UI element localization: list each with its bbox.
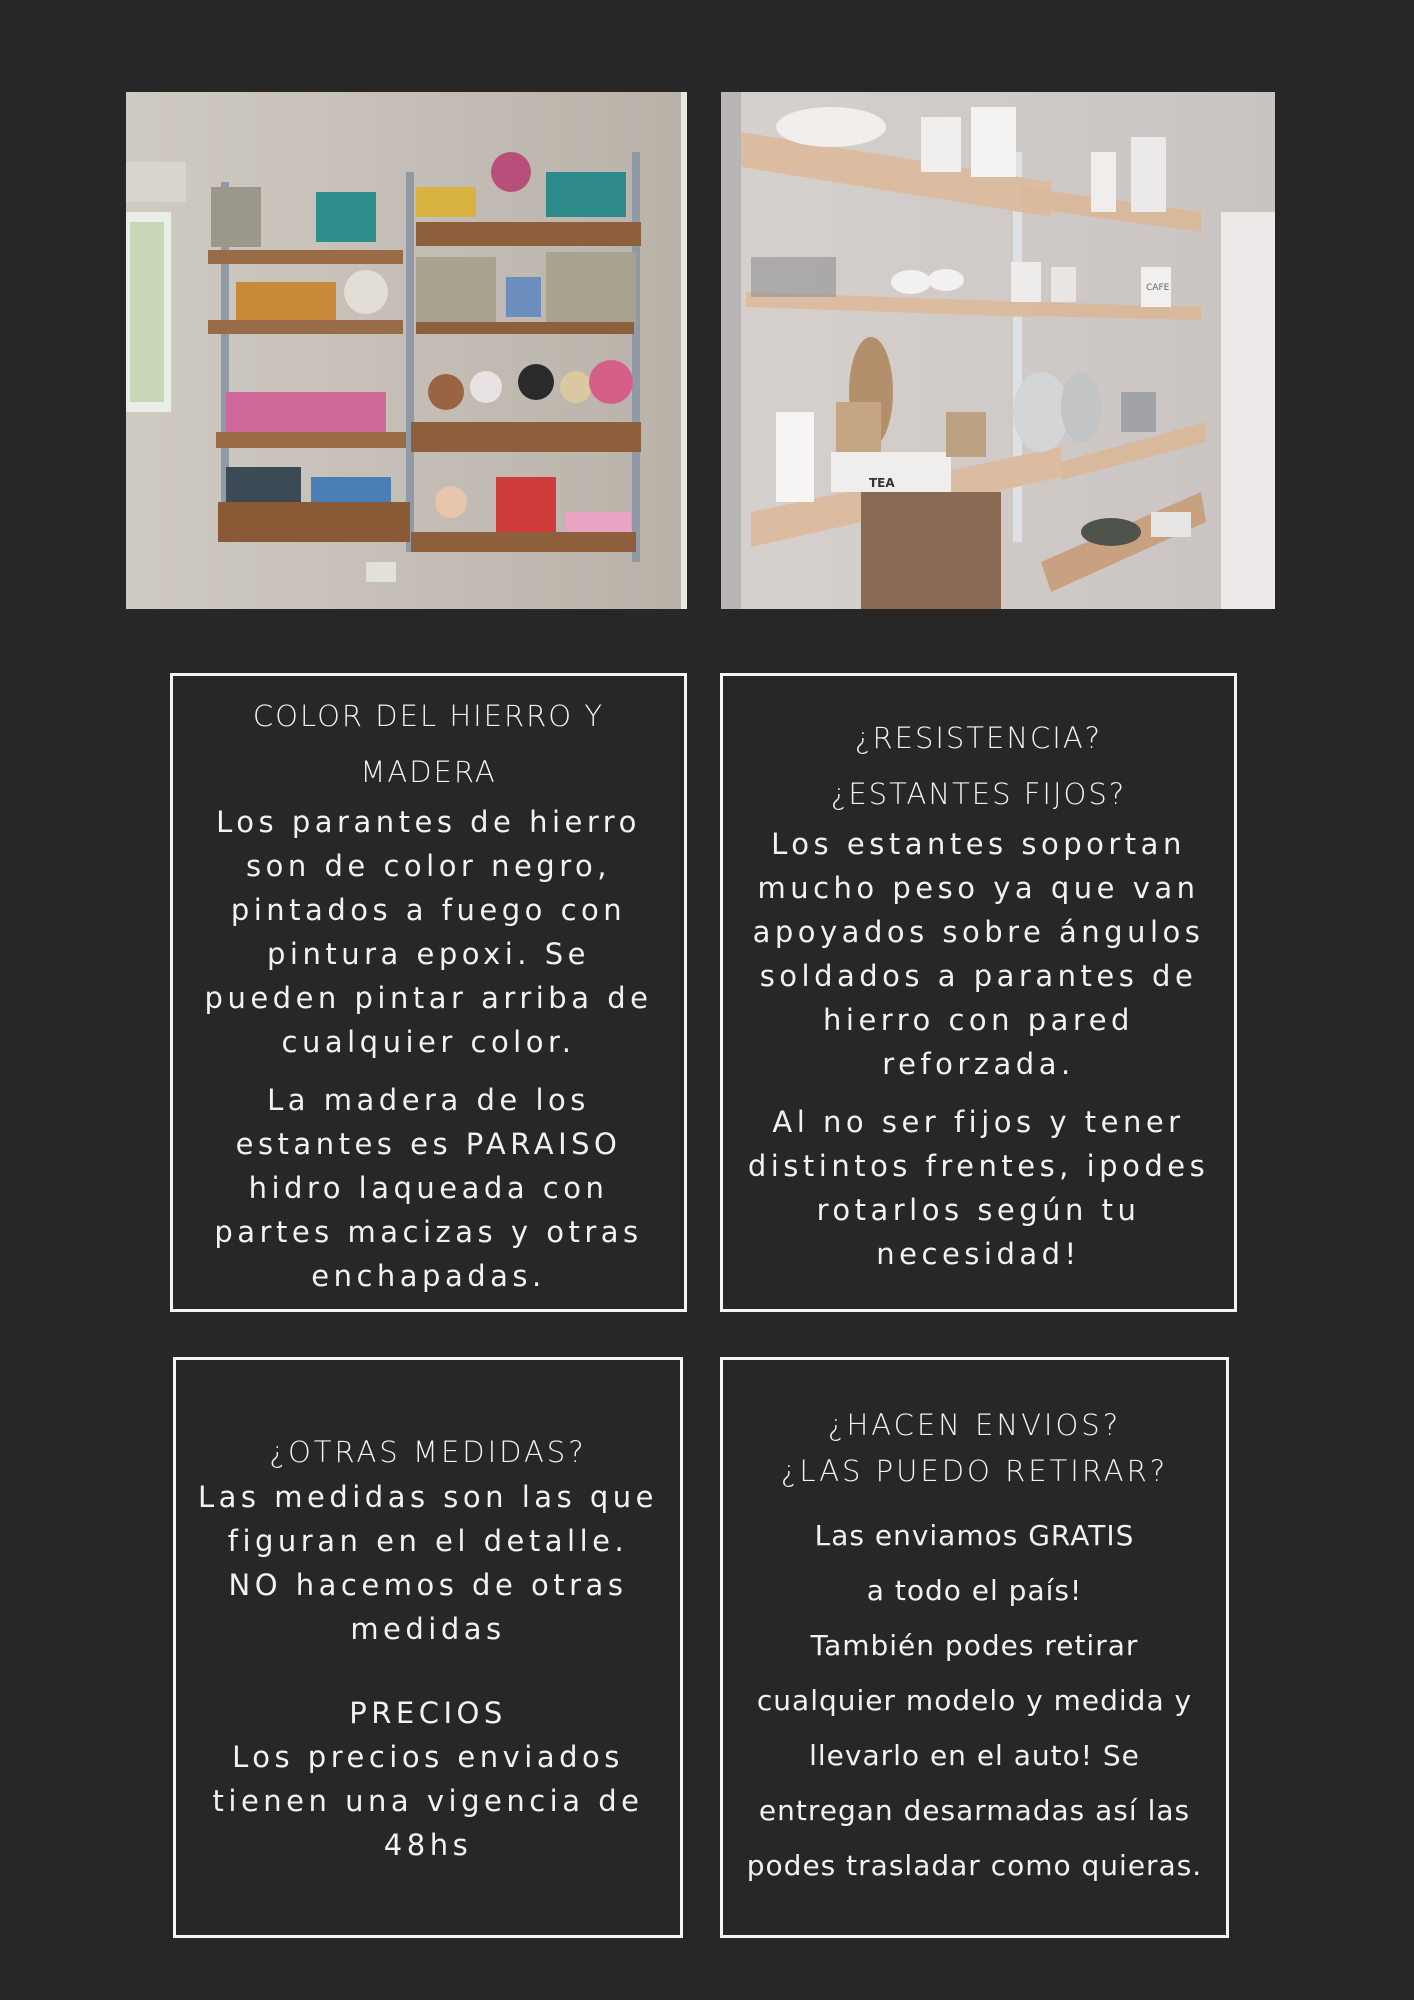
iron-color-text-line: pintura epoxi. Se — [266, 936, 590, 971]
iron-color-text-line: son de color negro, — [246, 848, 611, 883]
prices-text-line: 48hs — [383, 1827, 473, 1862]
rotate-text-line: distintos frentes, ipodes — [747, 1148, 1210, 1183]
rotate-text-line: necesidad! — [876, 1236, 1081, 1271]
shipping-title: ¿HACEN ENVIOS? — [827, 1408, 1122, 1442]
wood-text-line: La madera de los — [267, 1082, 590, 1117]
prices-title: PRECIOS — [349, 1695, 507, 1730]
sizes-text-line: Las medidas son las que — [197, 1479, 659, 1514]
resistance-text-line: hierro con pared — [823, 1002, 1134, 1037]
iron-wood-color-title: COLOR DEL HIERRO Y — [252, 698, 605, 733]
iron-wood-color-title-line2: MADERA — [360, 754, 497, 789]
other-sizes-panel — [173, 1357, 683, 1938]
prices-text-line: tienen una vigencia de — [212, 1783, 644, 1818]
iron-wood-color-panel — [170, 673, 687, 1312]
sizes-text-line: figuran en el detalle. — [227, 1523, 629, 1558]
shipping-text-line: a todo el país! — [866, 1574, 1083, 1607]
sizes-text-line: NO hacemos de otras — [228, 1567, 628, 1602]
sizes-text-line: medidas — [350, 1611, 506, 1646]
rotate-text-line: Al no ser fijos y tener — [772, 1104, 1185, 1139]
kitchen-shelves-image — [721, 92, 1275, 609]
wood-text-line: estantes es PARAISO — [235, 1126, 622, 1161]
shipping-text-line: entregan desarmadas así las — [758, 1794, 1191, 1827]
wood-text-line: hidro laqueada con — [248, 1170, 609, 1205]
shipping-text-line: Las enviamos GRATIS — [814, 1519, 1135, 1552]
iron-color-text-line: Los parantes de hierro — [216, 804, 641, 839]
shipping-text-line: cualquier modelo y medida y — [756, 1684, 1193, 1717]
resistance-text-line: apoyados sobre ángulos — [752, 914, 1205, 949]
photo-toy-shelves — [126, 92, 687, 609]
fixed-shelves-title: ¿ESTANTES FIJOS? — [830, 776, 1127, 811]
resistance-title: ¿RESISTENCIA? — [854, 720, 1103, 755]
cafe-jar-label: CAFE — [1146, 283, 1170, 293]
resistance-text-line: reforzada. — [882, 1046, 1075, 1081]
prices-text-line: Los precios enviados — [232, 1739, 624, 1774]
iron-color-text-line: pueden pintar arriba de — [204, 980, 653, 1015]
resistance-text-line: Los estantes soportan — [771, 826, 1186, 861]
photo-kitchen-shelves — [721, 92, 1275, 609]
resistance-text-line: mucho peso ya que van — [757, 870, 1200, 905]
other-sizes-title: ¿OTRAS MEDIDAS? — [269, 1434, 587, 1469]
iron-color-text-line: pintados a fuego con — [230, 892, 627, 927]
wood-text-line: enchapadas. — [311, 1258, 546, 1293]
shipping-text-line: También podes retirar — [810, 1629, 1139, 1662]
wood-text-line: partes macizas y otras — [214, 1214, 643, 1249]
iron-color-text-line: cualquier color. — [281, 1024, 576, 1059]
tea-box-label: TEA — [869, 476, 895, 490]
pickup-title: ¿LAS PUEDO RETIRAR? — [780, 1454, 1169, 1488]
resistance-panel — [720, 673, 1237, 1312]
shipping-text-line: podes trasladar como quieras. — [746, 1849, 1203, 1882]
toy-shelves-image — [126, 92, 687, 609]
shipping-text-line: llevarlo en el auto! Se — [809, 1739, 1140, 1772]
shipping-panel — [720, 1357, 1229, 1938]
rotate-text-line: rotarlos según tu — [816, 1192, 1141, 1227]
resistance-text-line: soldados a parantes de — [759, 958, 1198, 993]
